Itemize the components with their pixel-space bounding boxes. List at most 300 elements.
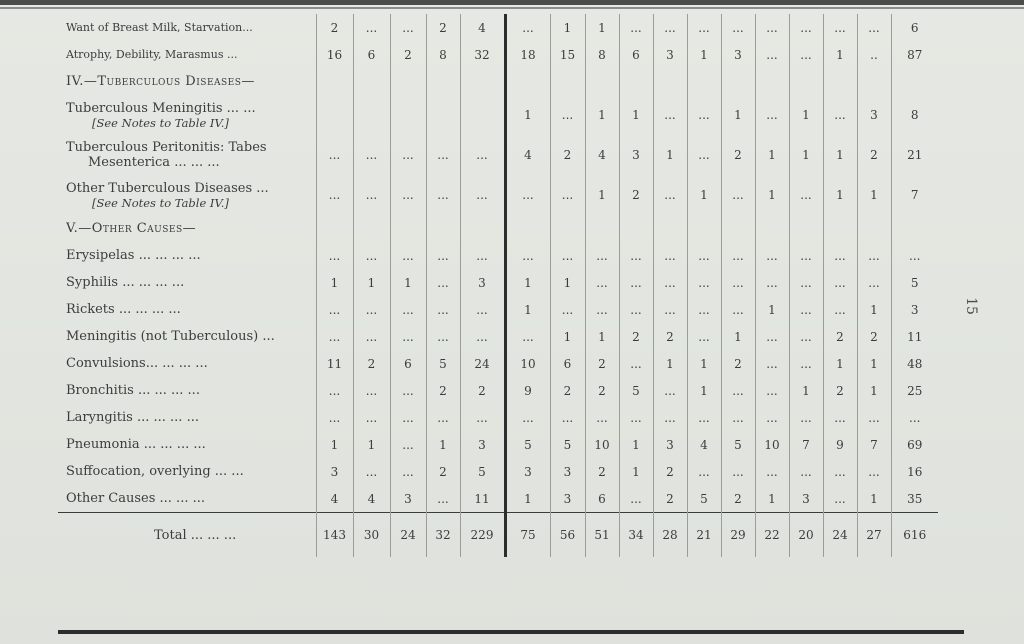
row-label (58, 485, 316, 513)
row-label-text: Other Tuberculous Diseases ... (66, 180, 269, 196)
table-cell (505, 215, 550, 242)
table-row (58, 135, 938, 175)
table-cell (789, 215, 823, 242)
table-cell: ... (687, 135, 721, 175)
table-cell: 3 (505, 458, 550, 485)
table-cell: ... (653, 377, 687, 404)
table-cell: 2 (585, 458, 619, 485)
table-cell: 1 (755, 296, 789, 323)
table-cell: ... (755, 323, 789, 350)
table-cell: ... (390, 135, 426, 175)
table-cell: ... (823, 14, 857, 41)
table-cell: 1 (823, 175, 857, 215)
table-cell: 2 (426, 14, 460, 41)
table-cell: ... (721, 404, 755, 431)
table-cell: ... (789, 323, 823, 350)
table-cell (653, 68, 687, 95)
table-cell: ... (460, 404, 505, 431)
table-cell: 2 (460, 377, 505, 404)
table-cell: 1 (823, 350, 857, 377)
table-cell: ... (789, 350, 823, 377)
table-cell: .. (857, 41, 891, 68)
table-cell: ... (891, 404, 938, 431)
table-cell: ... (353, 458, 390, 485)
table-cell: 1 (619, 95, 653, 135)
page-number: 15 (962, 297, 979, 315)
table-cell: 1 (857, 350, 891, 377)
table-cell: 8 (891, 95, 938, 135)
table-cell: ... (619, 485, 653, 513)
table-cell: ... (789, 14, 823, 41)
table-cell: 2 (823, 323, 857, 350)
table-cell: ... (316, 175, 353, 215)
table-cell: 1 (353, 269, 390, 296)
row-label-text: Convulsions... ... ... ... (66, 356, 208, 371)
table-cell: ... (687, 458, 721, 485)
row-label (58, 269, 316, 296)
table-cell: 1 (687, 41, 721, 68)
section-heading-row (58, 68, 938, 95)
table-cell: 24 (823, 513, 857, 558)
table-row (58, 296, 938, 323)
table-cell: 4 (316, 485, 353, 513)
table-cell: ... (550, 95, 585, 135)
table-cell: 9 (505, 377, 550, 404)
table-cell: 2 (823, 377, 857, 404)
table-cell: ... (653, 269, 687, 296)
table-cell (390, 215, 426, 242)
table-cell: ... (823, 404, 857, 431)
table-cell: 5 (505, 431, 550, 458)
row-label-text: Rickets ... ... ... ... (66, 302, 181, 317)
table-cell (316, 95, 353, 135)
table-cell: ... (789, 175, 823, 215)
table-cell (823, 215, 857, 242)
table-cell: ... (505, 14, 550, 41)
table-cell: ... (460, 323, 505, 350)
table-cell: ... (426, 296, 460, 323)
table-row (58, 14, 938, 41)
table-cell: 2 (316, 14, 353, 41)
table-cell: ... (687, 269, 721, 296)
table-cell: ... (353, 175, 390, 215)
table-cell: 4 (585, 135, 619, 175)
table-row (58, 404, 938, 431)
table-cell: ... (316, 242, 353, 269)
table-cell: ... (390, 242, 426, 269)
row-label (58, 68, 316, 95)
table-cell (653, 215, 687, 242)
row-label (58, 350, 316, 377)
table-cell (619, 215, 653, 242)
row-label (58, 175, 316, 215)
table-cell: ... (316, 323, 353, 350)
table-cell: ... (857, 14, 891, 41)
table-cell: ... (823, 95, 857, 135)
table-cell: 2 (653, 485, 687, 513)
table-cell: ... (550, 404, 585, 431)
table-cell: ... (426, 404, 460, 431)
table-cell: ... (823, 296, 857, 323)
table-cell: ... (353, 135, 390, 175)
table-cell: 11 (460, 485, 505, 513)
row-label-text: Bronchitis ... ... ... ... (66, 383, 200, 398)
row-label-text: Suffocation, overlying ... ... (66, 464, 244, 479)
table-cell: ... (823, 458, 857, 485)
table-cell: 6 (891, 14, 938, 41)
table-cell: 29 (721, 513, 755, 558)
table-cell: ... (390, 431, 426, 458)
table-cell: 9 (823, 431, 857, 458)
row-label (58, 323, 316, 350)
table-cell: ... (390, 377, 426, 404)
table-cell: 1 (687, 175, 721, 215)
table-row (58, 323, 938, 350)
table-cell (353, 68, 390, 95)
table-cell: 6 (353, 41, 390, 68)
row-label (58, 95, 316, 135)
table-cell: 2 (857, 323, 891, 350)
table-cell: 87 (891, 41, 938, 68)
table-cell: ... (789, 296, 823, 323)
table-cell: 32 (460, 41, 505, 68)
table-cell: ... (619, 350, 653, 377)
table-cell: ... (721, 242, 755, 269)
table-cell: ... (550, 242, 585, 269)
table-cell: 1 (505, 95, 550, 135)
table-cell: ... (316, 296, 353, 323)
table-cell: 16 (316, 41, 353, 68)
table-cell: 4 (460, 14, 505, 41)
table-cell: 1 (857, 296, 891, 323)
table-cell: 2 (721, 485, 755, 513)
table-cell: ... (353, 14, 390, 41)
table-cell: ... (426, 485, 460, 513)
table-cell: ... (755, 41, 789, 68)
table-cell: 5 (619, 377, 653, 404)
table-cell: 21 (891, 135, 938, 175)
table-cell: ... (653, 404, 687, 431)
row-label (58, 14, 316, 41)
table-cell: 3 (891, 296, 938, 323)
table-cell: ... (721, 14, 755, 41)
table-cell: 7 (789, 431, 823, 458)
row-label (58, 296, 316, 323)
table-cell: ... (755, 458, 789, 485)
table-cell: ... (755, 242, 789, 269)
table-cell: ... (823, 242, 857, 269)
table-cell: ... (426, 242, 460, 269)
table-cell: 1 (505, 269, 550, 296)
table-cell: ... (505, 175, 550, 215)
table-cell: ... (857, 242, 891, 269)
top-rule-thin (0, 7, 1024, 9)
table-cell: ... (460, 242, 505, 269)
table-row (58, 485, 938, 513)
table-cell: 2 (653, 323, 687, 350)
table-cell: 1 (755, 135, 789, 175)
table-cell: 10 (505, 350, 550, 377)
table-cell: 1 (857, 175, 891, 215)
row-label-text: Tuberculous Meningitis ... ... (66, 100, 256, 116)
table-cell: 3 (550, 485, 585, 513)
table-cell: 1 (390, 269, 426, 296)
table-row (58, 431, 938, 458)
table-cell: 1 (823, 41, 857, 68)
table-cell: ... (823, 485, 857, 513)
table-cell: 24 (390, 513, 426, 558)
table-cell: 75 (505, 513, 550, 558)
table-cell (505, 68, 550, 95)
table-cell: ... (653, 296, 687, 323)
table-cell: 6 (619, 41, 653, 68)
table-cell (687, 215, 721, 242)
table-cell: ... (687, 14, 721, 41)
row-label-text: Laryngitis ... ... ... ... (66, 410, 199, 425)
table-cell: ... (550, 175, 585, 215)
table-cell: 2 (585, 377, 619, 404)
table-cell: ... (426, 175, 460, 215)
table-row (58, 41, 938, 68)
table-cell: 3 (857, 95, 891, 135)
table-cell: ... (653, 175, 687, 215)
table-cell: 2 (619, 175, 653, 215)
table-cell: ... (721, 458, 755, 485)
table-cell: 1 (316, 431, 353, 458)
table-cell: ... (619, 14, 653, 41)
table-cell: 2 (721, 350, 755, 377)
table-cell: 5 (891, 269, 938, 296)
table-cell: 2 (585, 350, 619, 377)
table-cell: 1 (585, 175, 619, 215)
row-label-text: Atrophy, Debility, Marasmus ... (66, 48, 238, 61)
table-cell: ... (585, 404, 619, 431)
table-cell: 3 (653, 41, 687, 68)
table-cell: 5 (687, 485, 721, 513)
table-cell: ... (585, 296, 619, 323)
table-cell: 2 (426, 377, 460, 404)
table-cell (460, 215, 505, 242)
table-cell: 4 (353, 485, 390, 513)
table-cell: ... (390, 458, 426, 485)
table-cell: ... (619, 269, 653, 296)
table-cell: 3 (460, 431, 505, 458)
table-cell: ... (789, 41, 823, 68)
table-cell: 3 (550, 458, 585, 485)
table-cell: 616 (891, 513, 938, 558)
table-cell: ... (426, 135, 460, 175)
table-cell (585, 215, 619, 242)
table-cell: ... (550, 296, 585, 323)
table-cell: ... (755, 95, 789, 135)
table-cell: 1 (653, 135, 687, 175)
table-cell: ... (460, 296, 505, 323)
table-cell: 16 (891, 458, 938, 485)
row-label-text: Want of Breast Milk, Starvation... (66, 21, 253, 34)
row-label-continuation: Mesenterica ... ... ... (88, 155, 220, 170)
table-cell (460, 68, 505, 95)
table-cell: 6 (585, 485, 619, 513)
table-cell: 1 (585, 323, 619, 350)
row-label-text: Tuberculous Peritonitis: Tabes (66, 140, 267, 155)
table-cell: ... (823, 269, 857, 296)
table-cell: 15 (550, 41, 585, 68)
table-cell: 2 (426, 458, 460, 485)
table-cell: 6 (390, 350, 426, 377)
table-cell: 2 (390, 41, 426, 68)
table-cell: ... (353, 404, 390, 431)
table-cell: 3 (460, 269, 505, 296)
bottom-rule (58, 630, 964, 634)
table-cell: 11 (316, 350, 353, 377)
table-cell: ... (721, 175, 755, 215)
table-cell (857, 68, 891, 95)
row-label (58, 431, 316, 458)
table-cell: 6 (550, 350, 585, 377)
table-cell: ... (755, 14, 789, 41)
table-cell: 1 (505, 485, 550, 513)
table-cell: 1 (585, 95, 619, 135)
table-cell (721, 68, 755, 95)
table-cell: 3 (316, 458, 353, 485)
table-cell: 1 (426, 431, 460, 458)
table-cell: 51 (585, 513, 619, 558)
table-cell: ... (353, 242, 390, 269)
table-cell: ... (857, 458, 891, 485)
table-cell: 56 (550, 513, 585, 558)
table-cell: 8 (585, 41, 619, 68)
table-cell (585, 68, 619, 95)
table-cell: 1 (755, 485, 789, 513)
table-cell: 5 (550, 431, 585, 458)
table-cell (316, 215, 353, 242)
table-cell (857, 215, 891, 242)
table-cell: 2 (857, 135, 891, 175)
table-cell (619, 68, 653, 95)
table-cell: ... (426, 269, 460, 296)
table-cell: 10 (755, 431, 789, 458)
table-cell: 21 (687, 513, 721, 558)
row-label-text: IV.—Tuberculous Diseases— (66, 74, 255, 89)
table-cell: 3 (390, 485, 426, 513)
table-cell: 7 (857, 431, 891, 458)
table-cell: ... (426, 323, 460, 350)
row-label-text: Pneumonia ... ... ... ... (66, 437, 206, 452)
table-cell: 7 (891, 175, 938, 215)
table-cell: 143 (316, 513, 353, 558)
table-cell (755, 68, 789, 95)
table-cell: 1 (353, 431, 390, 458)
row-label (58, 135, 316, 175)
table-cell: ... (390, 404, 426, 431)
row-label-text: Other Causes ... ... ... (66, 491, 205, 506)
top-rule (0, 0, 1024, 5)
table-cell: ... (687, 95, 721, 135)
row-label (58, 215, 316, 242)
row-label (58, 41, 316, 68)
table-cell (316, 68, 353, 95)
table-cell: 1 (550, 14, 585, 41)
table-cell (390, 95, 426, 135)
table-cell: 1 (653, 350, 687, 377)
row-label-text: Meningitis (not Tuberculous) ... (66, 329, 275, 344)
table-cell: 1 (857, 485, 891, 513)
table-cell: 3 (721, 41, 755, 68)
table-cell: ... (687, 296, 721, 323)
table-cell: 1 (687, 350, 721, 377)
table-cell: 1 (721, 95, 755, 135)
table-cell: ... (353, 323, 390, 350)
table-cell: 28 (653, 513, 687, 558)
table-cell (353, 95, 390, 135)
table-cell: 8 (426, 41, 460, 68)
table-cell: 229 (460, 513, 505, 558)
table-cell: ... (653, 14, 687, 41)
table-cell (390, 68, 426, 95)
table-cell: 3 (619, 135, 653, 175)
table-cell: ... (687, 323, 721, 350)
table-cell (550, 68, 585, 95)
table-cell: 4 (505, 135, 550, 175)
table-row (58, 377, 938, 404)
table-cell: 10 (585, 431, 619, 458)
table-cell: 1 (619, 431, 653, 458)
table-cell: ... (460, 135, 505, 175)
table-cell: ... (687, 242, 721, 269)
table-cell: ... (619, 296, 653, 323)
table-cell (891, 215, 938, 242)
table-row (58, 458, 938, 485)
table-cell: 1 (789, 377, 823, 404)
table-row (58, 269, 938, 296)
table-cell: 2 (619, 323, 653, 350)
table-cell: 5 (426, 350, 460, 377)
table-cell: ... (619, 404, 653, 431)
table-cell: 27 (857, 513, 891, 558)
table-cell: 69 (891, 431, 938, 458)
table-cell: 2 (653, 458, 687, 485)
total-row (58, 513, 938, 558)
row-label-text: Syphilis ... ... ... ... (66, 275, 185, 290)
table-cell: 24 (460, 350, 505, 377)
table-row (58, 350, 938, 377)
table-cell: ... (390, 296, 426, 323)
table-cell: 5 (721, 431, 755, 458)
table-cell: ... (619, 242, 653, 269)
table-cell (721, 215, 755, 242)
row-label (58, 377, 316, 404)
table-cell: ... (316, 135, 353, 175)
table-cell: ... (755, 350, 789, 377)
table-cell: 1 (755, 175, 789, 215)
table-cell: ... (390, 14, 426, 41)
table-cell: ... (505, 323, 550, 350)
table-cell (460, 95, 505, 135)
table-cell: ... (857, 269, 891, 296)
table-cell: ... (789, 458, 823, 485)
table-cell: ... (505, 242, 550, 269)
row-label (58, 458, 316, 485)
table-cell: ... (721, 377, 755, 404)
table-cell (687, 68, 721, 95)
row-label (58, 242, 316, 269)
table-cell (823, 68, 857, 95)
table-row (58, 175, 938, 215)
table-cell: ... (721, 269, 755, 296)
table-cell: 18 (505, 41, 550, 68)
row-label-text: Erysipelas ... ... ... ... (66, 248, 201, 263)
table-cell: ... (755, 404, 789, 431)
